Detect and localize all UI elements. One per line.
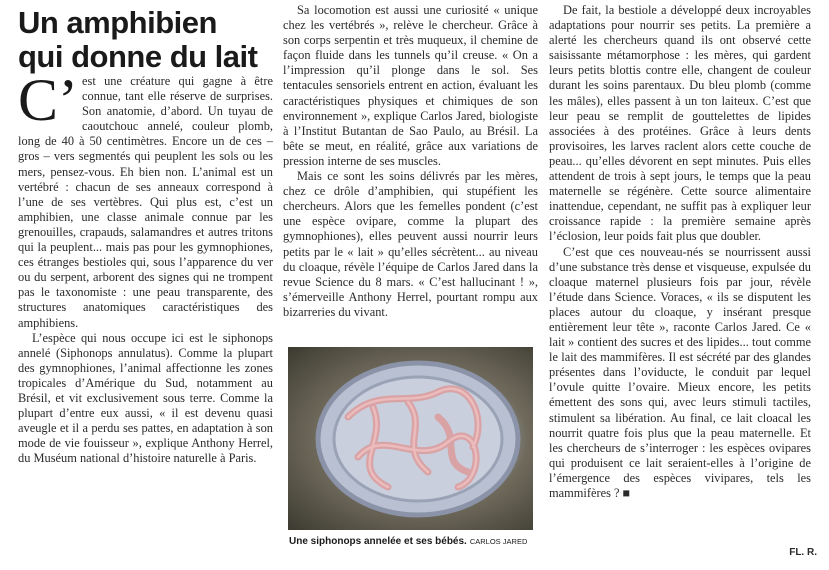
photo-credit: CARLOS JARED [469, 537, 528, 546]
photo-illustration [288, 347, 533, 530]
headline-line-2: qui donne du lait [18, 39, 258, 74]
caption-text: Une siphonops annelée et ses bébés. [289, 536, 467, 547]
headline-line-1: Un amphibien [18, 5, 217, 40]
headline [18, 6, 273, 74]
paragraph: Mais ce sont les soins délivrés par les mères, chez ce drôle d’amphibien, qui stupéfient les chercheurs. Alors que les femelles pondent (c’est une espèce ovipare, comme la plupart des gymnophiones), elles peuvent aussi nourrir leurs petits par le « lait » qu’elles sécrètent... au niveau du cloaque, révèle l’équipe de Carlos Jared dans la revue Science du 8 mars. « C’est hallucinant ! », s’émerveille Anthony Herrel, pourtant rompu aux bizarreries du vivant. [283, 169, 538, 319]
paragraph-lead [18, 67, 273, 331]
paragraph: Sa locomotion est aussi une curiosité « unique chez les vertébrés », relève le chercheur. Grâce à son corps serpentin et très muqueux, il chemine de façon fluide dans les tunnels qu’il creuse. « On a l’impression qu’il plonge dans le sol. Ses tentacules sensoriels entrent en action, évaluant les caractéristiques physiques et chimiques de son environnement », explique Carlos Jared, biologiste à l’Institut Butantan de Sao Paulo, au Brésil. La bête se meut, en réalité, grâce aux variations de pression interne de ses muscles. [283, 3, 538, 168]
column-3 [549, 3, 811, 501]
paragraph: De fait, la bestiole a développé deux incroyables adaptations pour nourrir ses petits. La première a alerté les chercheurs quand ils ont observé cette saisissante métamorphose : les mères, qui gardent leurs petits blottis contre elle, changent de couleur durant les soins parentaux. Du bleu plomb (comme les mâles), elles passent à un ton laiteux. C’est que leur peau se remplit de gouttelettes de lipides associées à des protéines. Grâce à leurs dents provisoires, les larves raclent alors cette couche de peau... qu’elles dévorent en sept minutes. Puis elles attendent de trois à sept jours, le temps que la peau maternelle se régénère. Cette source alimentaire inattendue, cependant, ne suffit pas à expliquer leur croissance rapide : la première semaine après l’éclosion, leur poids fait plus que doubler. [549, 3, 811, 244]
paragraph: L’espèce qui nous occupe ici est le siphonops annelé (Siphonops annulatus). Comme la plupart des gymnophiones, l’animal affectionne les zones tropicales d’Amérique du Sud, notamment au Brésil, et vit exclusivement sous terre. Comme la plupart d’entre eux aussi, « il est devenu quasi aveugle et il a perdu ses pattes, en adaptation à son mode de vie fouisseur », explique Anthony Herrel, du Muséum national d’histoire naturelle à Paris. [18, 330, 273, 466]
photo-siphonops [288, 347, 533, 530]
photo-caption [289, 536, 533, 547]
paragraph: C’est que ces nouveau-nés se nourrissent aussi d’une substance très dense et visqueuse, expulsée du cloaque maternel plusieurs fois par jour, révèle l’étude dans Science. Voraces, « ils se disputent les places autour du cloaque, y insérant presque entièrement leur tête », raconte Carlos Jared. Ce « lait » contient des sucres et des lipides... tout comme le lait des mammifères. Il est sécrété par des glandes présentes dans l’oviducte, le conduit par lequel l’ovule quitte l’ovaire. Mieux encore, les petits émettent des sons qui, avec leurs stimuli tactiles, stimulent sa libération. Au final, ce lait cloacal les nourrit quatre fois plus que la peau maternelle. Et les chercheurs de s’interroger : les espèces ovipares qui produisent ce lait seraient-elles à l’origine de l’émergence des espèces vivipares, tels les mammifères ? ■ [549, 244, 811, 500]
author-signature: FL. R. [789, 547, 817, 558]
paragraph-lead-text: est une créature qui gagne à être connue, tant elle réserve de surprises. Son anatomie, d’abord. Un tuyau de caoutchouc annelé, couleur plomb, long de 40 à 50 centimètres. Encore un de ces – gros – vers segmentés qui peuplent les sols ou les mers, pensez-vous. Eh bien non. L’animal est un vertébré : chacun de ses anneaux correspond à l’une de ses vertèbres. Qui plus est, c’est un amphibien, une classe animale connue par les grenouilles, crapauds, salamandres et autres tritons qui la peuplent... mais pas pour les gymnophiones, ces étranges bestioles qui, sous l’apparence du ver ou du serpent, arborent des signes qui ne trompent pas le taxonomiste : une peau transparente, des structures anatomiques caractéristiques des amphibiens. [18, 74, 273, 330]
column-1 [18, 0, 273, 466]
drop-cap: C’ [18, 67, 78, 133]
column-2 [283, 3, 538, 320]
